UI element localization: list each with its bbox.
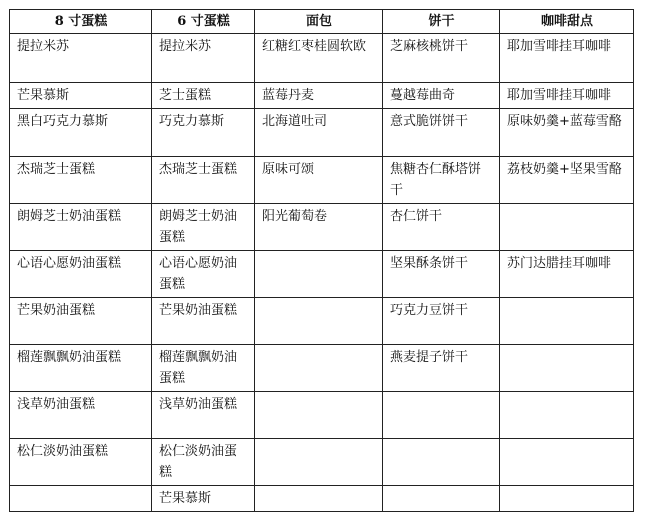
header-bread: 面包 <box>255 10 383 34</box>
table-cell: 蓝莓丹麦 <box>255 83 383 109</box>
table-cell: 提拉米苏 <box>10 34 152 83</box>
table-row <box>10 83 634 109</box>
table-cell: 杰瑞芝士蛋糕 <box>10 157 152 204</box>
table-cell: 阳光葡萄卷 <box>255 204 383 251</box>
table-cell: 焦糖杏仁酥塔饼干 <box>383 157 500 204</box>
menu-table-wrapper <box>9 9 634 512</box>
table-cell: 意式脆饼饼干 <box>383 109 500 157</box>
table-cell: 原味奶羹+蓝莓雪酪 <box>500 109 634 157</box>
table-cell: 浅草奶油蛋糕 <box>152 392 255 439</box>
table-cell: 榴莲飘飘奶油蛋糕 <box>152 345 255 392</box>
table-cell: 原味可颂 <box>255 157 383 204</box>
table-cell: 红糖红枣桂圆软欧 <box>255 34 383 83</box>
table-cell <box>500 345 634 392</box>
table-row <box>10 157 634 204</box>
table-cell: 浅草奶油蛋糕 <box>10 392 152 439</box>
table-cell <box>383 392 500 439</box>
table-row <box>10 392 634 439</box>
table-cell <box>383 439 500 486</box>
table-cell: 巧克力豆饼干 <box>383 298 500 345</box>
table-cell <box>255 345 383 392</box>
table-cell: 松仁淡奶油蛋糕 <box>152 439 255 486</box>
table-cell: 芒果奶油蛋糕 <box>152 298 255 345</box>
table-cell: 芒果慕斯 <box>152 486 255 512</box>
table-cell: 提拉米苏 <box>152 34 255 83</box>
header-8inch-cake: 8 寸蛋糕 <box>10 10 152 34</box>
table-cell <box>500 392 634 439</box>
header-row <box>10 10 634 34</box>
table-cell: 燕麦提子饼干 <box>383 345 500 392</box>
table-cell: 松仁淡奶油蛋糕 <box>10 439 152 486</box>
table-cell: 朗姆芝士奶油蛋糕 <box>152 204 255 251</box>
table-cell: 耶加雪啡挂耳咖啡 <box>500 34 634 83</box>
table-cell: 朗姆芝士奶油蛋糕 <box>10 204 152 251</box>
table-cell <box>500 204 634 251</box>
table-cell: 芝麻核桃饼干 <box>383 34 500 83</box>
table-row <box>10 345 634 392</box>
menu-table <box>9 9 634 512</box>
table-cell <box>255 392 383 439</box>
header-biscuit: 饼干 <box>383 10 500 34</box>
table-cell: 坚果酥条饼干 <box>383 251 500 298</box>
table-cell: 榴莲飘飘奶油蛋糕 <box>10 345 152 392</box>
table-row <box>10 251 634 298</box>
table-cell: 芝士蛋糕 <box>152 83 255 109</box>
table-cell: 苏门达腊挂耳咖啡 <box>500 251 634 298</box>
table-row <box>10 204 634 251</box>
header-coffee-dessert: 咖啡甜点 <box>500 10 634 34</box>
table-cell: 心语心愿奶油蛋糕 <box>152 251 255 298</box>
table-cell: 巧克力慕斯 <box>152 109 255 157</box>
table-row <box>10 109 634 157</box>
table-cell: 黑白巧克力慕斯 <box>10 109 152 157</box>
table-cell: 蔓越莓曲奇 <box>383 83 500 109</box>
header-6inch-cake: 6 寸蛋糕 <box>152 10 255 34</box>
table-cell <box>255 439 383 486</box>
table-row <box>10 298 634 345</box>
table-cell: 北海道吐司 <box>255 109 383 157</box>
table-cell: 心语心愿奶油蛋糕 <box>10 251 152 298</box>
table-cell <box>255 298 383 345</box>
table-cell: 杰瑞芝士蛋糕 <box>152 157 255 204</box>
table-row <box>10 34 634 83</box>
table-cell: 荔枝奶羹+坚果雪酪 <box>500 157 634 204</box>
table-cell: 杏仁饼干 <box>383 204 500 251</box>
table-cell <box>255 251 383 298</box>
table-cell: 芒果慕斯 <box>10 83 152 109</box>
table-cell: 芒果奶油蛋糕 <box>10 298 152 345</box>
table-cell <box>500 439 634 486</box>
table-cell: 耶加雪啡挂耳咖啡 <box>500 83 634 109</box>
table-cell <box>500 298 634 345</box>
table-row <box>10 439 634 486</box>
